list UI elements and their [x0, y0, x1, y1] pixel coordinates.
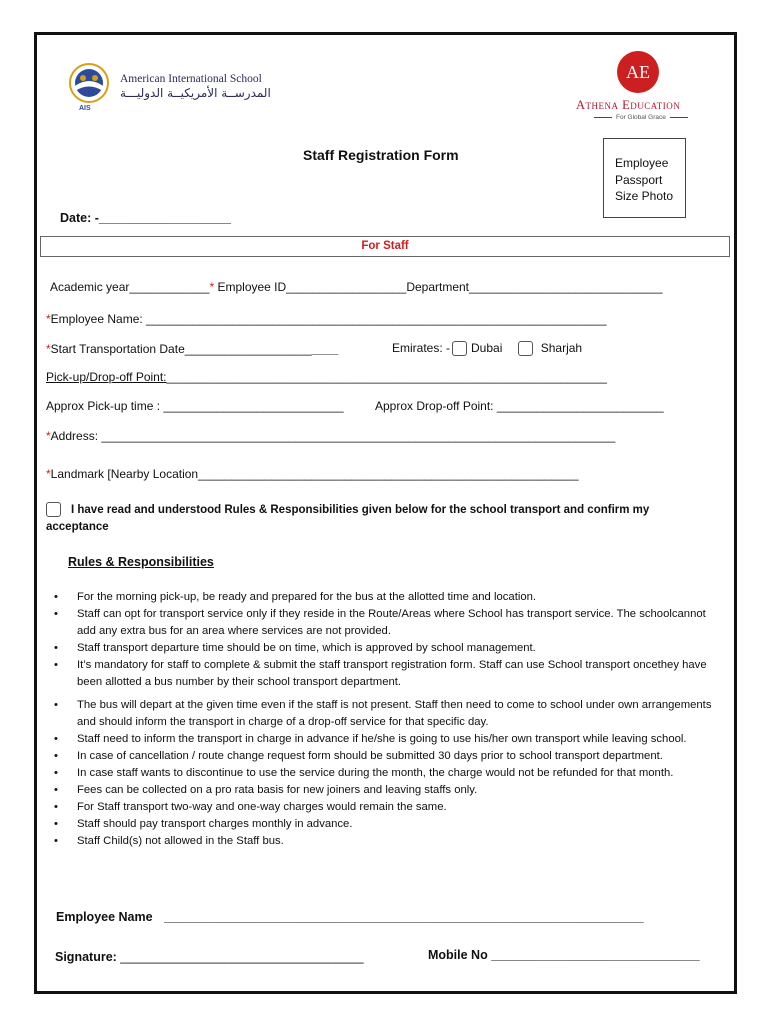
- rule-item: • Fees can be collected on a pro rata basis for new joiners and leaving staffs only.: [52, 782, 712, 799]
- academic-row: [50, 280, 663, 294]
- sharjah-label: Sharjah: [540, 341, 583, 355]
- section-bar-for-staff: For Staff: [40, 236, 730, 257]
- rule-item: • Staff Child(s) not allowed in the Staff bus.: [52, 833, 712, 850]
- employee-name-label: Employee Name:: [50, 312, 147, 326]
- dropoff-point-label: Approx Drop-off Point:: [375, 399, 497, 413]
- acknowledgement-checkbox[interactable]: [46, 502, 61, 517]
- photo-box[interactable]: [603, 138, 686, 218]
- athena-logo: [612, 48, 664, 101]
- employee-name-row: [46, 312, 607, 326]
- start-date-label: Start Transportation Date: [50, 342, 185, 356]
- acknowledgement: [46, 502, 706, 536]
- pickup-point-input[interactable]: __________________________________________________________________: [166, 370, 607, 384]
- acknowledgement-text: I have read and understood Rules & Responsibilities given below for the school transport and confirm my acceptance: [46, 504, 650, 533]
- pickup-time-row: [46, 399, 344, 413]
- department-label: Department: [406, 280, 470, 294]
- rule-item: • The bus will depart at the given time even if the staff is not present. Staff then need to come to school under own arrangements and should inform the transport in charge of a drop-off service for that specific day.: [52, 697, 712, 731]
- rule-item: • In case staff wants to discontinue to use the service during the month, the charge would not be refunded for that month.: [52, 765, 712, 782]
- school-name-en: American International School: [120, 73, 262, 85]
- dubai-checkbox[interactable]: [452, 341, 467, 356]
- rule-item: • For Staff transport two-way and one-way charges would remain the same.: [52, 799, 712, 816]
- required-star: *: [209, 280, 215, 294]
- signature-label: Signature:: [55, 950, 121, 964]
- required-star: *: [46, 312, 51, 326]
- dubai-label: Dubai: [471, 341, 503, 355]
- academic-year-label: Academic year: [50, 280, 130, 294]
- rules-list: [52, 589, 712, 850]
- rule-item: • In case of cancellation / route change request form should be submitted 30 days prior to school transport department.: [52, 748, 712, 765]
- mobile-input[interactable]: ______________________________: [491, 948, 700, 962]
- footer-employee-name-label: Employee Name: [56, 910, 153, 924]
- start-date-input[interactable]: ___________________: [184, 342, 312, 356]
- footer-employee-name: [56, 910, 644, 924]
- pickup-time-label: Approx Pick-up time :: [46, 399, 164, 413]
- rule-item: • Staff should pay transport charges monthly in advance.: [52, 816, 712, 833]
- emirates-row: [392, 341, 582, 356]
- emirates-label: Emirates: -: [392, 341, 451, 355]
- rule-item: • For the morning pick-up, be ready and prepared for the bus at the allotted time and location.: [52, 589, 712, 606]
- date-field[interactable]: [60, 211, 231, 225]
- rule-item: • Staff need to inform the transport in charge in advance if he/she is going to use his/her own transport while leaving school.: [52, 731, 712, 748]
- landmark-input[interactable]: _________________________________________________________: [198, 467, 579, 481]
- start-date-input-ext[interactable]: ____: [311, 342, 339, 356]
- start-date-row: [46, 342, 338, 356]
- signature-field: [55, 950, 364, 964]
- dropoff-point-row: [375, 399, 664, 413]
- footer-employee-name-input[interactable]: _____________________________________________________________________: [164, 910, 644, 924]
- address-row: [46, 429, 615, 443]
- school-name-ar: المدرســة الأمريكيــة الدوليـــة: [120, 86, 271, 100]
- pickup-point-row: [46, 370, 607, 384]
- sharjah-checkbox[interactable]: [518, 341, 533, 356]
- logo-letters: AE: [626, 62, 650, 82]
- dropoff-point-input[interactable]: _________________________: [496, 399, 664, 413]
- rule-item: • Staff transport departure time should be on time, which is approved by school management.: [52, 640, 712, 657]
- landmark-label: Landmark [Nearby Location: [50, 467, 199, 481]
- mobile-label: Mobile No: [428, 948, 492, 962]
- address-label: Address:: [50, 429, 102, 443]
- photo-box-line: Size Photo: [615, 189, 674, 203]
- rules-heading: Rules & Responsibilities: [68, 555, 214, 569]
- employee-id-input[interactable]: __________________: [286, 280, 407, 294]
- partner-tagline: For Global Grace: [590, 114, 692, 121]
- photo-box-line: Passport: [615, 172, 663, 187]
- required-star: *: [46, 467, 51, 481]
- rule-item: • It’s mandatory for staff to complete & submit the staff transport registration form. Staff can use School transport oncethey have been allotted a bus number by their school transport department.: [52, 657, 712, 691]
- partner-name: Athena Education: [576, 98, 681, 112]
- signature-input[interactable]: ___________________________________: [120, 950, 364, 964]
- required-star: *: [46, 429, 51, 443]
- form-title: Staff Registration Form: [303, 147, 459, 163]
- employee-name-input[interactable]: _____________________________________________________________________: [146, 312, 607, 326]
- landmark-row: [46, 467, 579, 481]
- rule-item: • Staff can opt for transport service only if they reside in the Route/Areas where School has transport service. The schoolcannot add any extra bus for an area where services are not provided.: [52, 606, 712, 640]
- photo-box-line: Employee: [615, 156, 669, 170]
- required-star: *: [46, 342, 51, 356]
- pickup-point-label: Pick-up/Drop-off Point:: [46, 370, 167, 384]
- mobile-field: [428, 948, 700, 962]
- date-line[interactable]: ___________________: [98, 211, 231, 225]
- department-input[interactable]: _____________________________: [469, 280, 663, 294]
- address-input[interactable]: _____________________________________________________________________________: [101, 429, 616, 443]
- pickup-time-input[interactable]: ___________________________: [163, 399, 344, 413]
- date-label: Date: -: [60, 211, 99, 225]
- academic-year-input[interactable]: ____________: [129, 280, 210, 294]
- employee-id-label: Employee ID: [214, 280, 287, 294]
- ais-abbr: AIS: [79, 105, 91, 112]
